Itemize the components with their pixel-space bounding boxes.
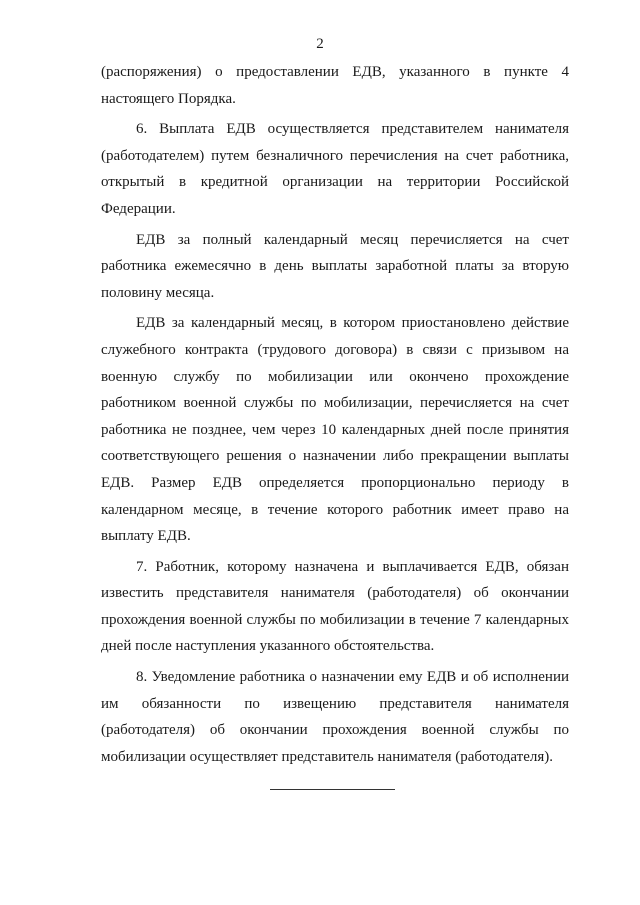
paragraph-continuation: (распоряжения) о предоставлении ЕДВ, указанного в пункте 4 настоящего Порядка. [101,64,569,107]
document-body [101,59,569,774]
end-of-document-rule [270,789,395,790]
paragraph-item-7: 7. Работник, которому назначена и выплачивается ЕДВ, обязан известить представителя нанимателя (работодателя) об окончании прохождения военной службы по мобилизации в течение 7 календарных дней после наступления указанного обстоятельства. [101,558,569,655]
paragraph-partial-month-payment: ЕДВ за календарный месяц, в котором приостановлено действие служебного контракта (трудового договора) в связи с призывом на военную службу по мобилизации или окончено прохождение работником военной службы по мобилизации, перечисляется на счет работника не позднее, чем через 10 календарных дней после принятия соответствующего решения о назначении либо прекращении выплаты ЕДВ. Размер ЕДВ определяется пропорционально периоду в календарном месяце, в течение которого работник имеет право на выплату ЕДВ. [101,315,569,545]
paragraph-item-6: 6. Выплата ЕДВ осуществляется представителем нанимателя (работодателем) путем безналичного перечисления на счет работника, открытый в кредитной организации на территории Российской Федерации. [101,121,569,217]
paragraph-full-month-payment: ЕДВ за полный календарный месяц перечисляется на счет работника ежемесячно в день выплаты заработной платы за вторую половину месяца. [101,231,569,301]
page-number: 2 [316,36,324,52]
paragraph-item-8: 8. Уведомление работника о назначении ему ЕДВ и об исполнении им обязанности по извещению представителя нанимателя (работодателя) об окончании прохождения военной службы по мобилизации осуществляет представитель нанимателя (работодателя). [101,669,569,765]
